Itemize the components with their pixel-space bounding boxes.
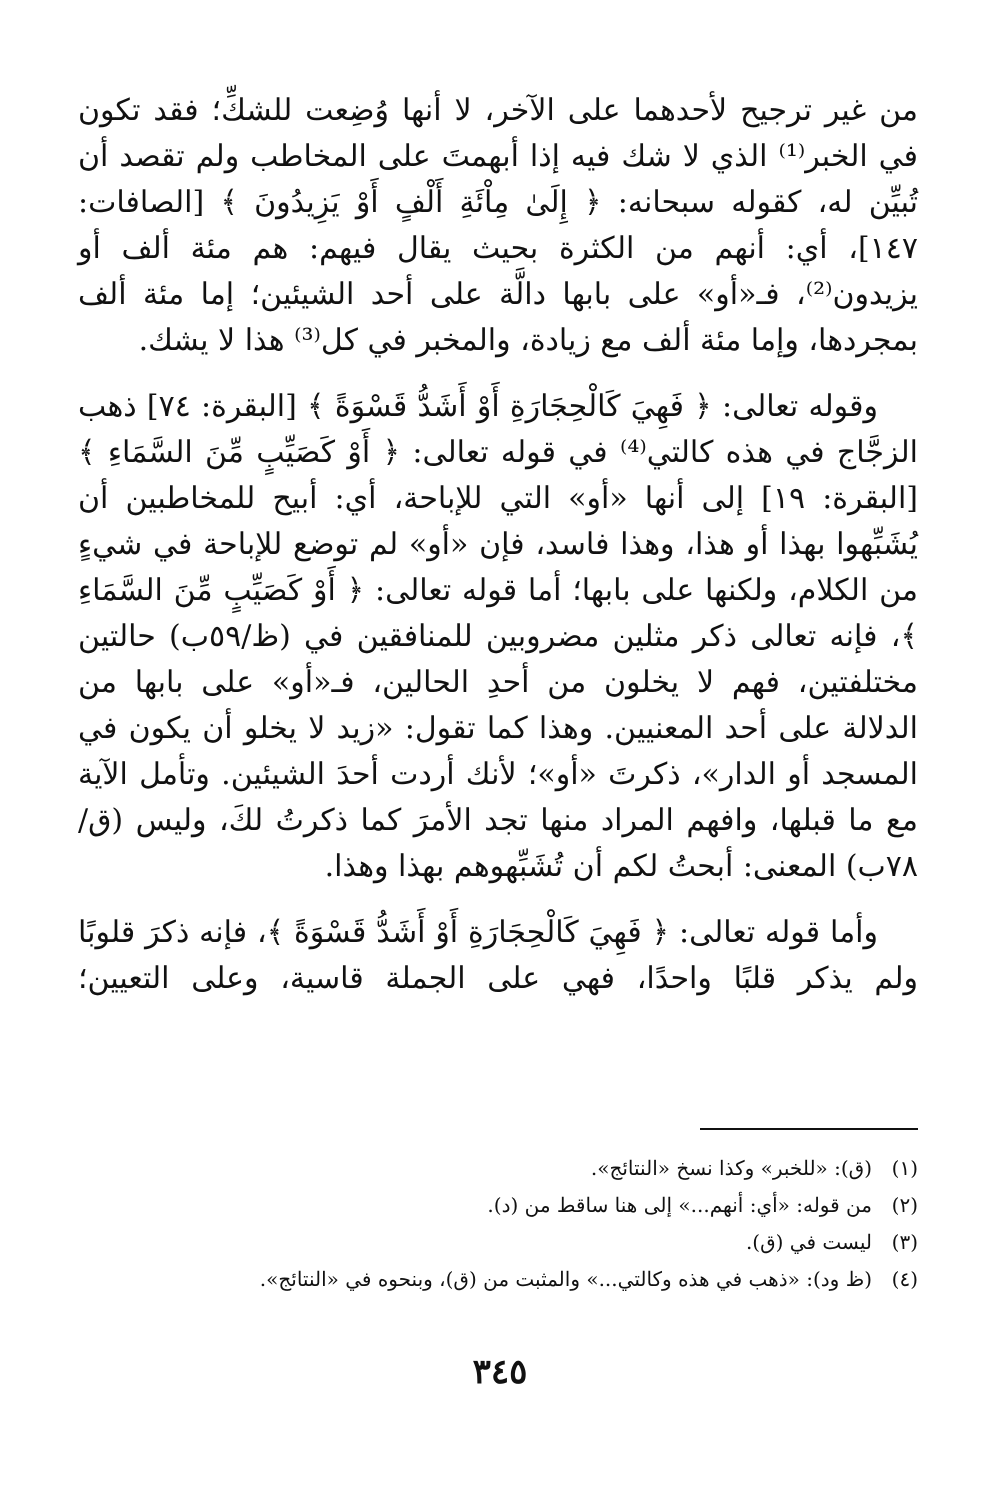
footnote-text: من قوله: «أي: أنهم...» إلى هنا ساقط من (د). xyxy=(487,1193,872,1217)
footnote-text: (ظ ود): «ذهب في هذه وكالتي...» والمثبت من (ق)، وبنحوه في «النتائج». xyxy=(259,1267,872,1291)
footnote-4 xyxy=(78,1261,918,1298)
footnote-number: (١) xyxy=(891,1156,918,1180)
page-number: ٣٤٥ xyxy=(472,1352,528,1392)
footnote-separator xyxy=(700,1128,918,1130)
footnote-number: (٤) xyxy=(891,1267,918,1291)
footnote-text: (ق): «للخبر» وكذا نسخ «النتائج». xyxy=(590,1156,872,1180)
footnotes xyxy=(78,1150,918,1298)
footnote-number: (٢) xyxy=(891,1193,918,1217)
paragraph-1: من غير ترجيح لأحدهما على الآخر، لا أنها وُضِعت للشكِّ؛ فقد تكون في الخبر⁽¹⁾ الذي لا شك فيه إذا أبهمتَ على المخاطب ولم تقصد أن تُبيِّن له، كقوله سبحانه: ﴿ إِلَىٰ مِاْئَةِ أَلْفٍ أَوْ يَزِيدُونَ ﴾ [الصافات: ١٤٧]، أي: أنهم من الكثرة بحيث يقال فيهم: هم مئة ألف أو يزيدون⁽²⁾، فـ«أو» على بابها دالَّة على أحد الشيئين؛ إما مئة ألف بمجردها، وإما مئة ألف مع زيادة، والمخبر في كل⁽³⁾ هذا لا يشك. xyxy=(78,93,918,358)
footnote-2 xyxy=(78,1187,918,1224)
footnote-text: ليست في (ق). xyxy=(745,1230,872,1254)
paragraph-3: وأما قوله تعالى: ﴿ فَهِيَ كَالْحِجَارَةِ أَوْ أَشَدُّ قَسْوَةً ﴾، فإنه ذكرَ قلوبًا ولم يذكر قلبًا واحدًا، فهي على الجملة قاسية، وعلى التعيين؛ xyxy=(78,915,918,996)
footnote-1 xyxy=(78,1150,918,1187)
main-text xyxy=(78,88,918,1022)
paragraph-2: وقوله تعالى: ﴿ فَهِيَ كَالْحِجَارَةِ أَوْ أَشَدُّ قَسْوَةً ﴾ [البقرة: ٧٤] ذهب الزجَّاج في هذه كالتي⁽⁴⁾ في قوله تعالى: ﴿ أَوْ كَصَيِّبٍ مِّنَ السَّمَاءِ ﴾ [البقرة: ١٩] إلى أنها «أو» التي للإباحة، أي: أبيح للمخاطبين أن يُشَبِّهوا بهذا أو هذا، وهذا فاسد، فإن «أو» لم توضع للإباحة في شيءٍ من الكلام، ولكنها على بابها؛ أما قوله تعالى: ﴿ أَوْ كَصَيِّبٍ مِّنَ السَّمَاءِ ﴾، فإنه تعالى ذكر مثلين مضروبين للمنافقين في (ظ/٥٩ب) حالتين مختلفتين، فهم لا يخلون من أحدِ الحالين، فـ«أو» على بابها من الدلالة على أحد المعنيين. وهذا كما تقول: «زيد لا يخلو أن يكون في المسجد أو الدار»، ذكرتَ «أو»؛ لأنك أردت أحدَ الشيئين. وتأمل الآية مع ما قبلها، وافهم المراد منها تجد الأمرَ كما ذكرتُ لكَ، وليس (ق/٧٨ب) المعنى: أبحتُ لكم أن تُشَبِّهوهم بهذا وهذا. xyxy=(78,389,918,884)
footnote-number: (٣) xyxy=(891,1230,918,1254)
footnote-3 xyxy=(78,1224,918,1261)
